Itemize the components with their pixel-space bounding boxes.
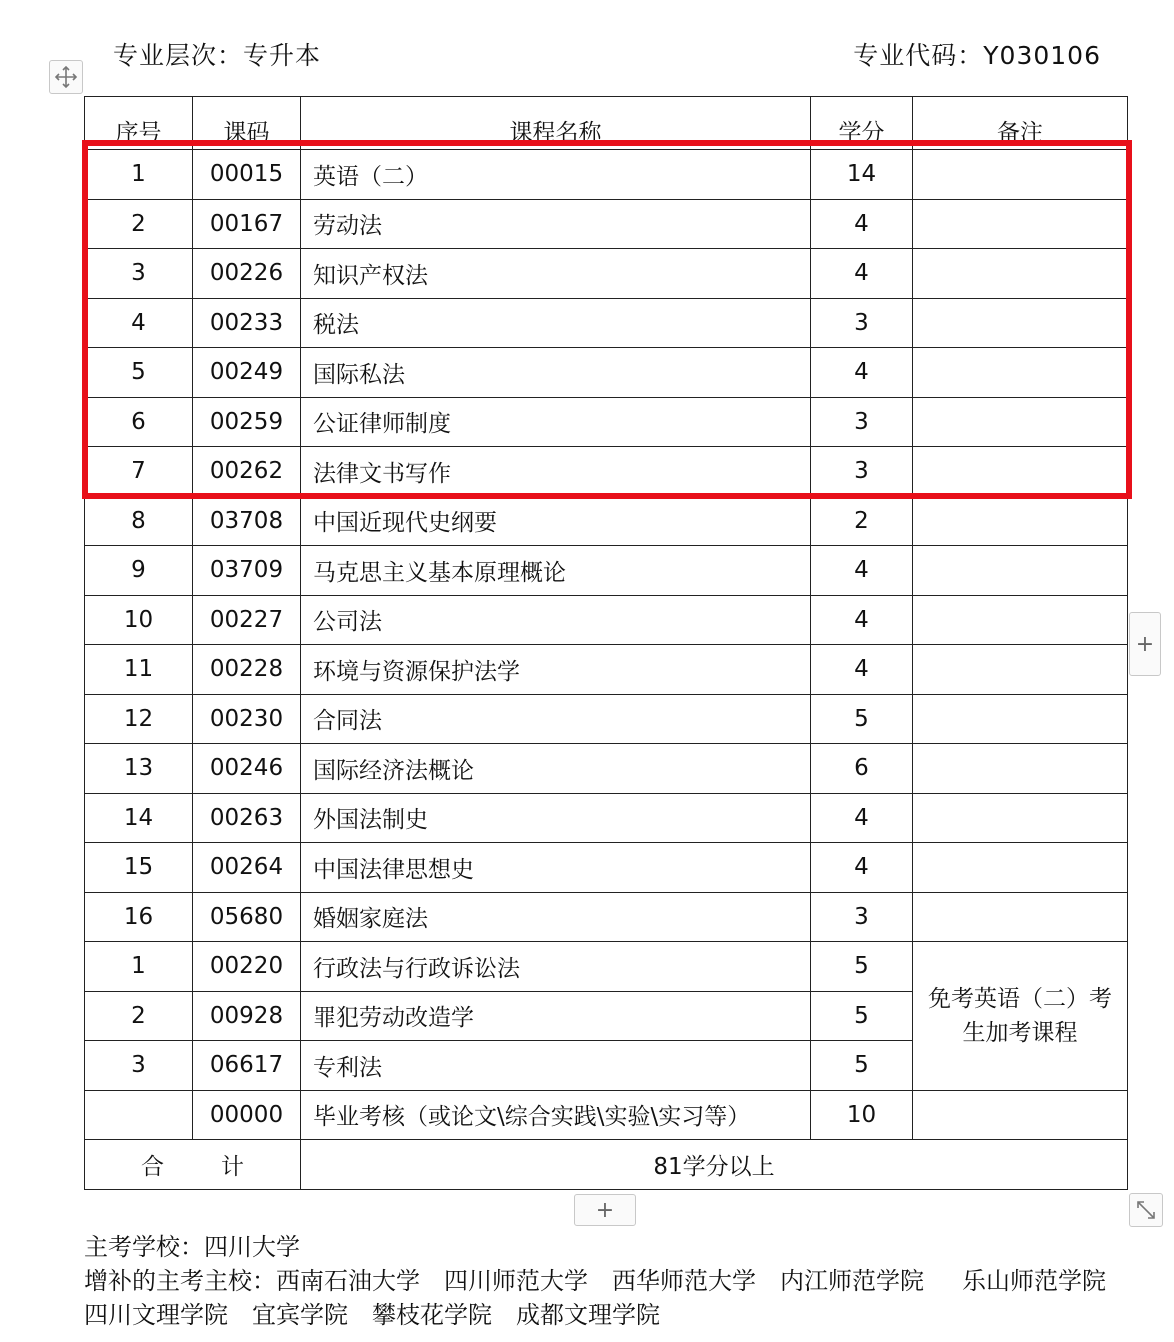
cell-name: 中国近现代史纲要 [301, 496, 811, 546]
cell-code: 06617 [193, 1041, 301, 1091]
cell-credit: 4 [811, 249, 913, 299]
cell-name: 国际经济法概论 [301, 744, 811, 794]
cell-note [913, 645, 1128, 695]
cell-no: 3 [85, 249, 193, 299]
cell-no: 8 [85, 496, 193, 546]
cell-code: 00249 [193, 348, 301, 398]
table-resize-handle[interactable] [1129, 1193, 1163, 1227]
table-row [85, 645, 1128, 695]
cell-credit: 5 [811, 991, 913, 1041]
total-label-b: 计 [221, 1153, 244, 1180]
main-school: 主考学校：四川大学 [84, 1233, 300, 1261]
cell-code: 00259 [193, 397, 301, 447]
cell-code: 00233 [193, 298, 301, 348]
col-header-credit: 学分 [811, 97, 913, 150]
cell-credit: 4 [811, 348, 913, 398]
cell-code: 00220 [193, 942, 301, 992]
cell-credit: 6 [811, 744, 913, 794]
table-row [85, 546, 1128, 596]
cell-name: 罪犯劳动改造学 [301, 991, 811, 1041]
cell-note [913, 496, 1128, 546]
cell-name: 劳动法 [301, 199, 811, 249]
move-icon [54, 65, 78, 89]
table-row [85, 843, 1128, 893]
cell-no: 13 [85, 744, 193, 794]
table-row [85, 744, 1128, 794]
col-header-name: 课程名称 [301, 97, 811, 150]
cell-note [913, 892, 1128, 942]
extra-schools-line-2 [84, 1298, 1106, 1332]
cell-no [85, 1090, 193, 1140]
cell-credit: 5 [811, 694, 913, 744]
cell-note [913, 793, 1128, 843]
school-name: 四川师范大学 [444, 1267, 588, 1295]
cell-name: 公证律师制度 [301, 397, 811, 447]
cell-credit: 4 [811, 199, 913, 249]
cell-note [913, 744, 1128, 794]
cell-no: 3 [85, 1041, 193, 1091]
cell-note [913, 348, 1128, 398]
cell-note-extra: 免考英语（二）考生加考课程 [913, 942, 1128, 1091]
school-name: 内江师范学院 [780, 1267, 924, 1295]
cell-name: 环境与资源保护法学 [301, 645, 811, 695]
cell-name: 法律文书写作 [301, 447, 811, 497]
school-name: 攀枝花学院 [372, 1301, 492, 1329]
cell-name: 婚姻家庭法 [301, 892, 811, 942]
cell-code: 00262 [193, 447, 301, 497]
course-table [84, 96, 1128, 1190]
cell-name: 毕业考核（或论文\综合实践\实验\实习等） [301, 1090, 811, 1140]
cell-no: 7 [85, 447, 193, 497]
table-row [85, 348, 1128, 398]
table-row [85, 892, 1128, 942]
cell-credit: 4 [811, 645, 913, 695]
cell-no: 2 [85, 991, 193, 1041]
total-label-a: 合 [141, 1153, 164, 1180]
table-row [85, 595, 1128, 645]
cell-code: 00263 [193, 793, 301, 843]
cell-code: 03709 [193, 546, 301, 596]
cell-name: 专利法 [301, 1041, 811, 1091]
cell-note [913, 694, 1128, 744]
cell-credit: 14 [811, 150, 913, 200]
extra-schools-line-1 [84, 1264, 1106, 1298]
cell-note [913, 397, 1128, 447]
table-row [85, 496, 1128, 546]
cell-credit: 4 [811, 843, 913, 893]
school-name: 四川文理学院 [84, 1301, 228, 1329]
cell-note [913, 150, 1128, 200]
cell-name: 行政法与行政诉讼法 [301, 942, 811, 992]
col-header-no: 序号 [85, 97, 193, 150]
cell-credit: 5 [811, 942, 913, 992]
cell-name: 知识产权法 [301, 249, 811, 299]
cell-name: 合同法 [301, 694, 811, 744]
extra-schools-label: 增补的主考主校： [84, 1267, 276, 1295]
cell-name: 公司法 [301, 595, 811, 645]
cell-no: 1 [85, 150, 193, 200]
total-row [85, 1140, 1128, 1190]
plus-icon: + [1135, 631, 1155, 657]
table-row [85, 447, 1128, 497]
cell-no: 1 [85, 942, 193, 992]
cell-name: 国际私法 [301, 348, 811, 398]
cell-name: 外国法制史 [301, 793, 811, 843]
cell-no: 5 [85, 348, 193, 398]
cell-code: 00227 [193, 595, 301, 645]
cell-credit: 5 [811, 1041, 913, 1091]
cell-name: 中国法律思想史 [301, 843, 811, 893]
cell-note [913, 595, 1128, 645]
cell-credit: 4 [811, 793, 913, 843]
cell-code: 00015 [193, 150, 301, 200]
cell-no: 12 [85, 694, 193, 744]
cell-code: 00228 [193, 645, 301, 695]
cell-name: 英语（二） [301, 150, 811, 200]
table-row [85, 249, 1128, 299]
school-name: 成都文理学院 [516, 1301, 660, 1329]
table-row [85, 298, 1128, 348]
cell-no: 15 [85, 843, 193, 893]
cell-code: 00000 [193, 1090, 301, 1140]
col-header-code: 课码 [193, 97, 301, 150]
cell-no: 2 [85, 199, 193, 249]
table-move-handle[interactable] [49, 60, 83, 94]
cell-no: 14 [85, 793, 193, 843]
cell-note [913, 546, 1128, 596]
table-row [85, 694, 1128, 744]
footer-notes [84, 1230, 1106, 1332]
cell-code: 00167 [193, 199, 301, 249]
cell-no: 6 [85, 397, 193, 447]
cell-code: 00230 [193, 694, 301, 744]
cell-note [913, 843, 1128, 893]
cell-no: 10 [85, 595, 193, 645]
total-value: 81学分以上 [301, 1140, 1128, 1190]
school-name: 西南石油大学 [276, 1267, 420, 1295]
cell-credit: 3 [811, 298, 913, 348]
table-row [85, 150, 1128, 200]
cell-no: 9 [85, 546, 193, 596]
cell-credit: 4 [811, 595, 913, 645]
cell-code: 00226 [193, 249, 301, 299]
cell-code: 00264 [193, 843, 301, 893]
school-name: 乐山师范学院 [962, 1267, 1106, 1295]
resize-icon [1135, 1199, 1157, 1221]
plus-icon: + [595, 1197, 615, 1223]
table-row [85, 397, 1128, 447]
cell-credit: 3 [811, 447, 913, 497]
cell-no: 4 [85, 298, 193, 348]
add-column-button[interactable] [1129, 612, 1161, 676]
cell-credit: 4 [811, 546, 913, 596]
table-row [85, 1090, 1128, 1140]
cell-note [913, 447, 1128, 497]
cell-code: 05680 [193, 892, 301, 942]
cell-name: 税法 [301, 298, 811, 348]
col-header-note: 备注 [913, 97, 1128, 150]
table-row [85, 793, 1128, 843]
cell-note [913, 1090, 1128, 1140]
table-header-row [85, 97, 1128, 150]
cell-no: 11 [85, 645, 193, 695]
school-name: 西华师范大学 [612, 1267, 756, 1295]
major-code: 专业代码：Y030106 [853, 41, 1101, 70]
table-row [85, 199, 1128, 249]
cell-credit: 3 [811, 397, 913, 447]
cell-note [913, 298, 1128, 348]
cell-code: 00246 [193, 744, 301, 794]
cell-note [913, 199, 1128, 249]
cell-name: 马克思主义基本原理概论 [301, 546, 811, 596]
cell-credit: 2 [811, 496, 913, 546]
total-label [85, 1140, 301, 1190]
major-level: 专业层次：专升本 [113, 41, 322, 70]
cell-no: 16 [85, 892, 193, 942]
table-row [85, 942, 1128, 992]
cell-note [913, 249, 1128, 299]
school-name: 宜宾学院 [252, 1301, 348, 1329]
add-row-button[interactable] [574, 1194, 636, 1226]
cell-code: 03708 [193, 496, 301, 546]
cell-credit: 3 [811, 892, 913, 942]
cell-credit: 10 [811, 1090, 913, 1140]
cell-code: 00928 [193, 991, 301, 1041]
